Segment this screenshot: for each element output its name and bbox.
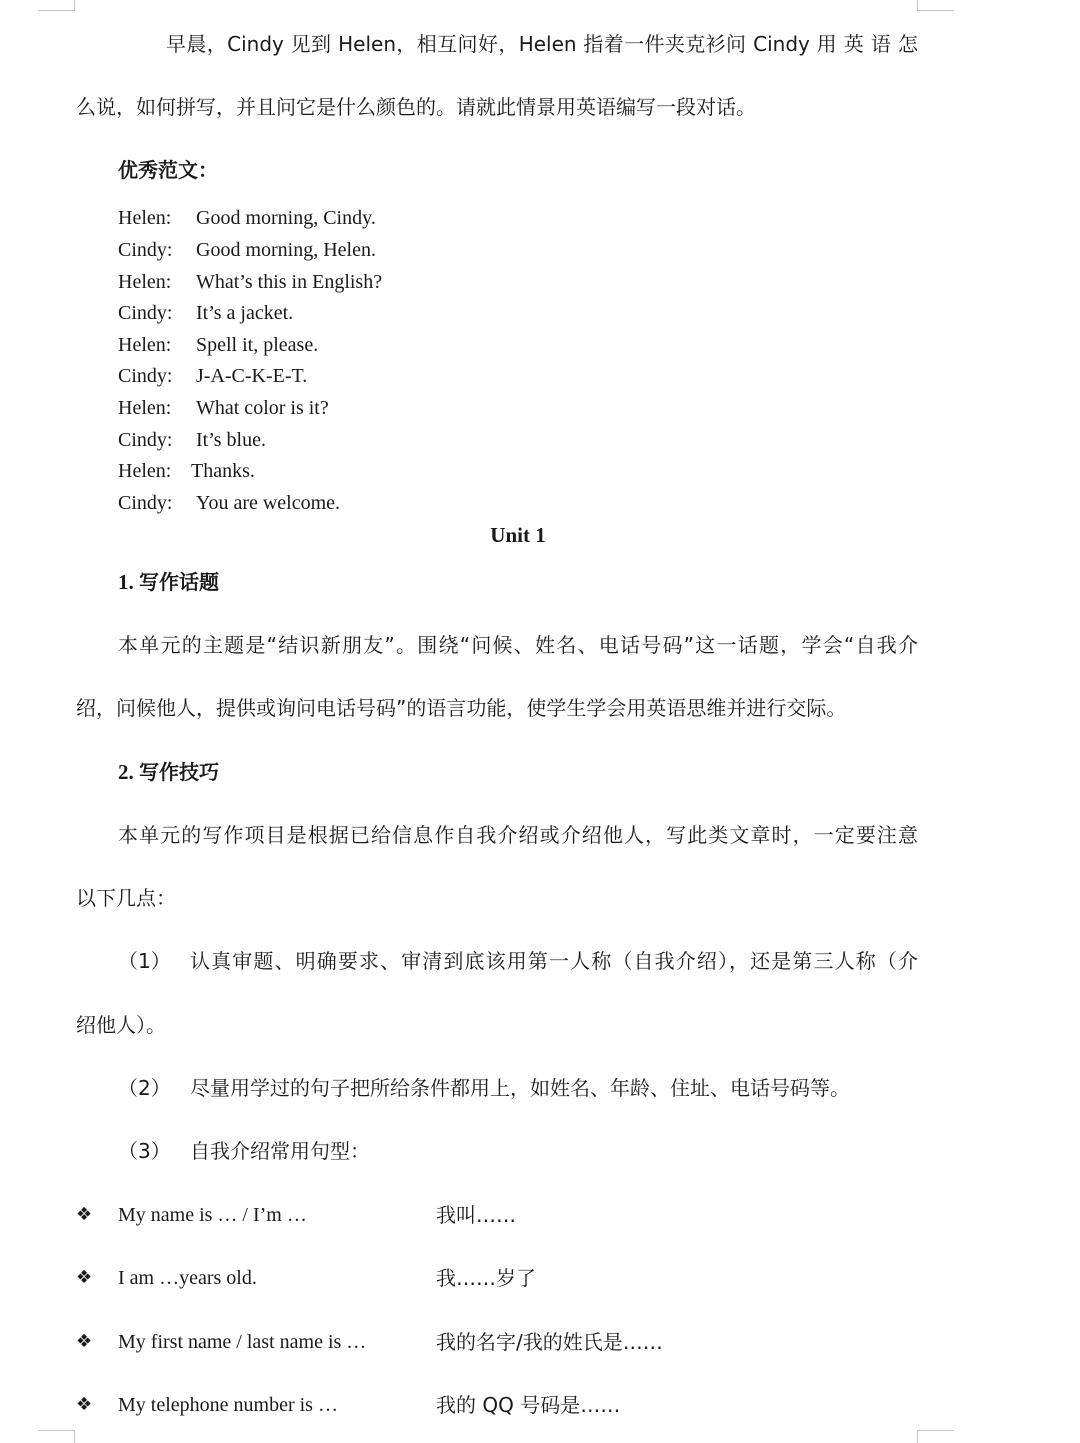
crop-mark-bottom-right	[917, 1430, 954, 1443]
crop-mark-top-right	[917, 0, 954, 11]
dialogue-line	[118, 362, 307, 390]
intro-line-2: 么说，如何拼写，并且问它是什么颜色的。请就此情景用英语编写一段对话。	[76, 95, 756, 119]
crop-mark-bottom-left	[38, 1430, 75, 1443]
section-2-para-line-1: 本单元的写作项目是根据已给信息作自我介绍或介绍他人，写此类文章时，一定要注意	[118, 823, 918, 847]
list-item	[76, 1390, 936, 1420]
crop-mark-top-left	[38, 0, 75, 11]
speaker: Helen:	[118, 207, 172, 229]
chinese-meaning: 我的 QQ 号码是……	[436, 1393, 621, 1417]
utterance: What color is it?	[196, 397, 329, 419]
section-2-para-line-2: 以下几点：	[76, 886, 176, 910]
dialogue-line	[118, 331, 318, 359]
speaker: Helen:	[118, 271, 172, 293]
english-pattern: My name is … / I’m …	[118, 1204, 307, 1226]
english-pattern: I am …years old.	[118, 1267, 257, 1289]
list-item	[76, 1327, 936, 1357]
speaker: Helen:	[118, 460, 172, 482]
section-number: 1.	[118, 570, 134, 594]
list-item	[76, 1200, 936, 1230]
point-2-number: （2）	[118, 1076, 171, 1100]
section-title: 写作技巧	[139, 760, 219, 784]
utterance: You are welcome.	[196, 492, 341, 514]
utterance: Good morning, Cindy.	[196, 207, 376, 229]
english-pattern: My telephone number is …	[118, 1394, 338, 1416]
speaker: Helen:	[118, 334, 172, 356]
intro-line-1: 早晨，Cindy 见到 Helen，相互问好，Helen 指着一件夹克衫问 Cindy 用 英 语 怎	[166, 32, 918, 56]
diamond-bullet-icon: ❖	[76, 1267, 93, 1288]
chinese-meaning: 我的名字/我的姓氏是……	[436, 1330, 663, 1354]
section-1-heading	[118, 568, 219, 596]
utterance: Thanks.	[191, 460, 255, 482]
dialogue-line	[118, 236, 376, 264]
section-1-para-line-1: 本单元的主题是“结识新朋友”。围绕“问候、姓名、电话号码”这一话题，学会“自我介	[118, 633, 918, 657]
unit-title: Unit 1	[490, 523, 546, 547]
point-1-number: （1）	[118, 949, 171, 973]
speaker: Cindy:	[118, 239, 173, 261]
section-2-heading	[118, 758, 219, 786]
english-pattern: My first name / last name is …	[118, 1331, 367, 1353]
point-1-line-1: 认真审题、明确要求、审清到底该用第一人称（自我介绍），还是第三人称（介	[190, 949, 918, 973]
section-number: 2.	[118, 760, 134, 784]
dialogue-line	[118, 457, 255, 485]
point-2-text: 尽量用学过的句子把所给条件都用上，如姓名、年龄、住址、电话号码等。	[190, 1076, 850, 1100]
list-item	[76, 1263, 936, 1293]
speaker: Cindy:	[118, 429, 173, 451]
diamond-bullet-icon: ❖	[76, 1331, 93, 1352]
dialogue-line	[118, 489, 340, 517]
dialogue-line	[118, 299, 293, 327]
utterance: What’s this in English?	[196, 271, 383, 293]
speaker: Cindy:	[118, 492, 173, 514]
utterance: J-A-C-K-E-T.	[196, 365, 308, 387]
diamond-bullet-icon: ❖	[76, 1394, 93, 1415]
diamond-bullet-icon: ❖	[76, 1204, 93, 1225]
dialogue-line	[118, 426, 266, 454]
dialogue-line	[118, 204, 376, 232]
utterance: Good morning, Helen.	[196, 239, 376, 261]
speaker: Cindy:	[118, 365, 173, 387]
speaker: Cindy:	[118, 302, 173, 324]
section-1-para-line-2: 绍，问候他人，提供或询问电话号码”的语言功能，使学生学会用英语思维并进行交际。	[76, 696, 847, 720]
utterance: It’s blue.	[196, 429, 266, 451]
chinese-meaning: 我……岁了	[436, 1266, 536, 1290]
point-1-line-2: 绍他人）。	[76, 1013, 166, 1037]
point-3-number: （3）	[118, 1139, 171, 1163]
sample-heading: 优秀范文：	[118, 158, 218, 182]
utterance: Spell it, please.	[196, 334, 319, 356]
dialogue-line	[118, 394, 329, 422]
dialogue-line	[118, 268, 382, 296]
utterance: It’s a jacket.	[196, 302, 294, 324]
speaker: Helen:	[118, 397, 172, 419]
chinese-meaning: 我叫……	[436, 1203, 516, 1227]
point-3-text: 自我介绍常用句型：	[190, 1139, 370, 1163]
section-title: 写作话题	[139, 570, 219, 594]
